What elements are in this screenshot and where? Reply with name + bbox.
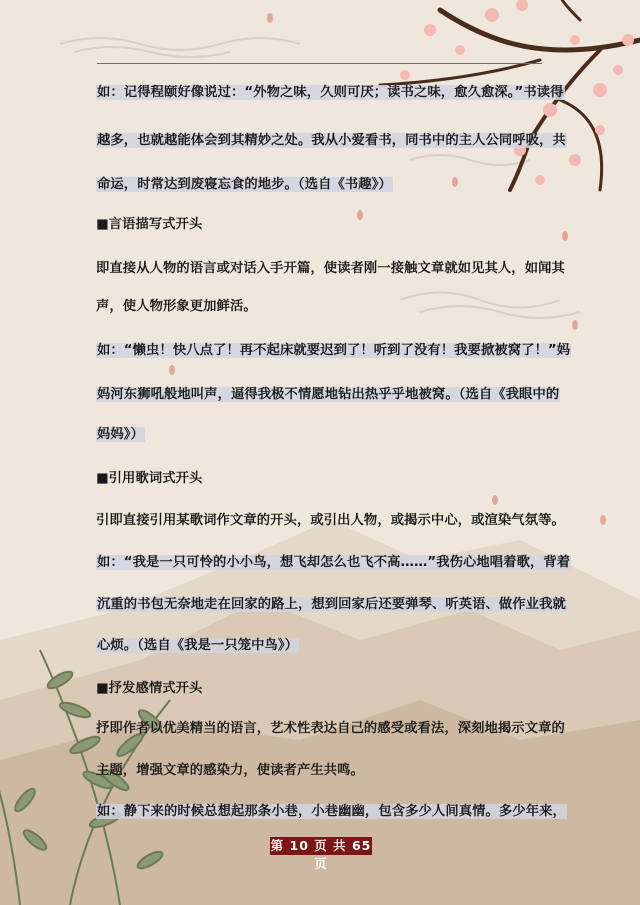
body-text-line: 妈妈》） [97,427,144,442]
header-rule [97,63,542,64]
body-text-line: 命运，时常达到废寝忘食的地步。（选自《书趣》） [97,177,392,192]
body-text-line: 主题，增强文章的感染力，使读者产生共鸣。 [96,763,364,778]
section-heading: ■引用歌词式开头 [96,471,203,486]
body-text-line: 妈河东狮吼般地叫声，逼得我极不情愿地钻出热乎乎地被窝。（选自《我眼中的 [97,387,560,402]
body-text-line: 越多，也就越能体会到其精妙之处。我从小爱看书，同书中的主人公同呼吸，共 [97,133,566,148]
section-heading: ■言语描写式开头 [96,217,203,232]
body-text-line: 引即直接引用某歌词作文章的开头，或引出人物，或揭示中心，或渲染气氛等。 [96,513,565,528]
body-text-line: 如：记得程颐好像说过：“外物之味，久则可厌；读书之味，愈久愈深。”书读得 [97,85,564,100]
section-heading: ■抒发感情式开头 [96,681,203,696]
body-text-line: 如：“懒虫！快八点了！再不起床就要迟到了！听到了没有！我要掀被窝了！”妈 [97,343,571,358]
body-text-line: 沉重的书包无奈地走在回家的路上，想到回家后还要弹琴、听英语、做作业我就 [97,597,566,612]
body-text-line: 如：“我是一只可怜的小小鸟，想飞却怎么也飞不高……”我伤心地唱着歌，背着 [97,555,571,570]
body-text-line: 声，使人物形象更加鲜活。 [96,299,257,314]
body-text-line: 即直接从人物的语言或对话入手开篇，使读者刚一接触文章就如见其人，如闻其 [96,261,565,276]
body-text-line: 如：静下来的时候总想起那条小巷，小巷幽幽，包含多少人间真情。多少年来， [97,804,566,819]
body-text-line: 心烦。（选自《我是一只笼中鸟》） [97,638,299,653]
page-number-label: 第 10 页 共 65 页 [270,838,372,871]
body-text-line: 抒即作者以优美精当的语言，艺术性表达自己的感受或看法，深刻地揭示文章的 [96,721,565,736]
